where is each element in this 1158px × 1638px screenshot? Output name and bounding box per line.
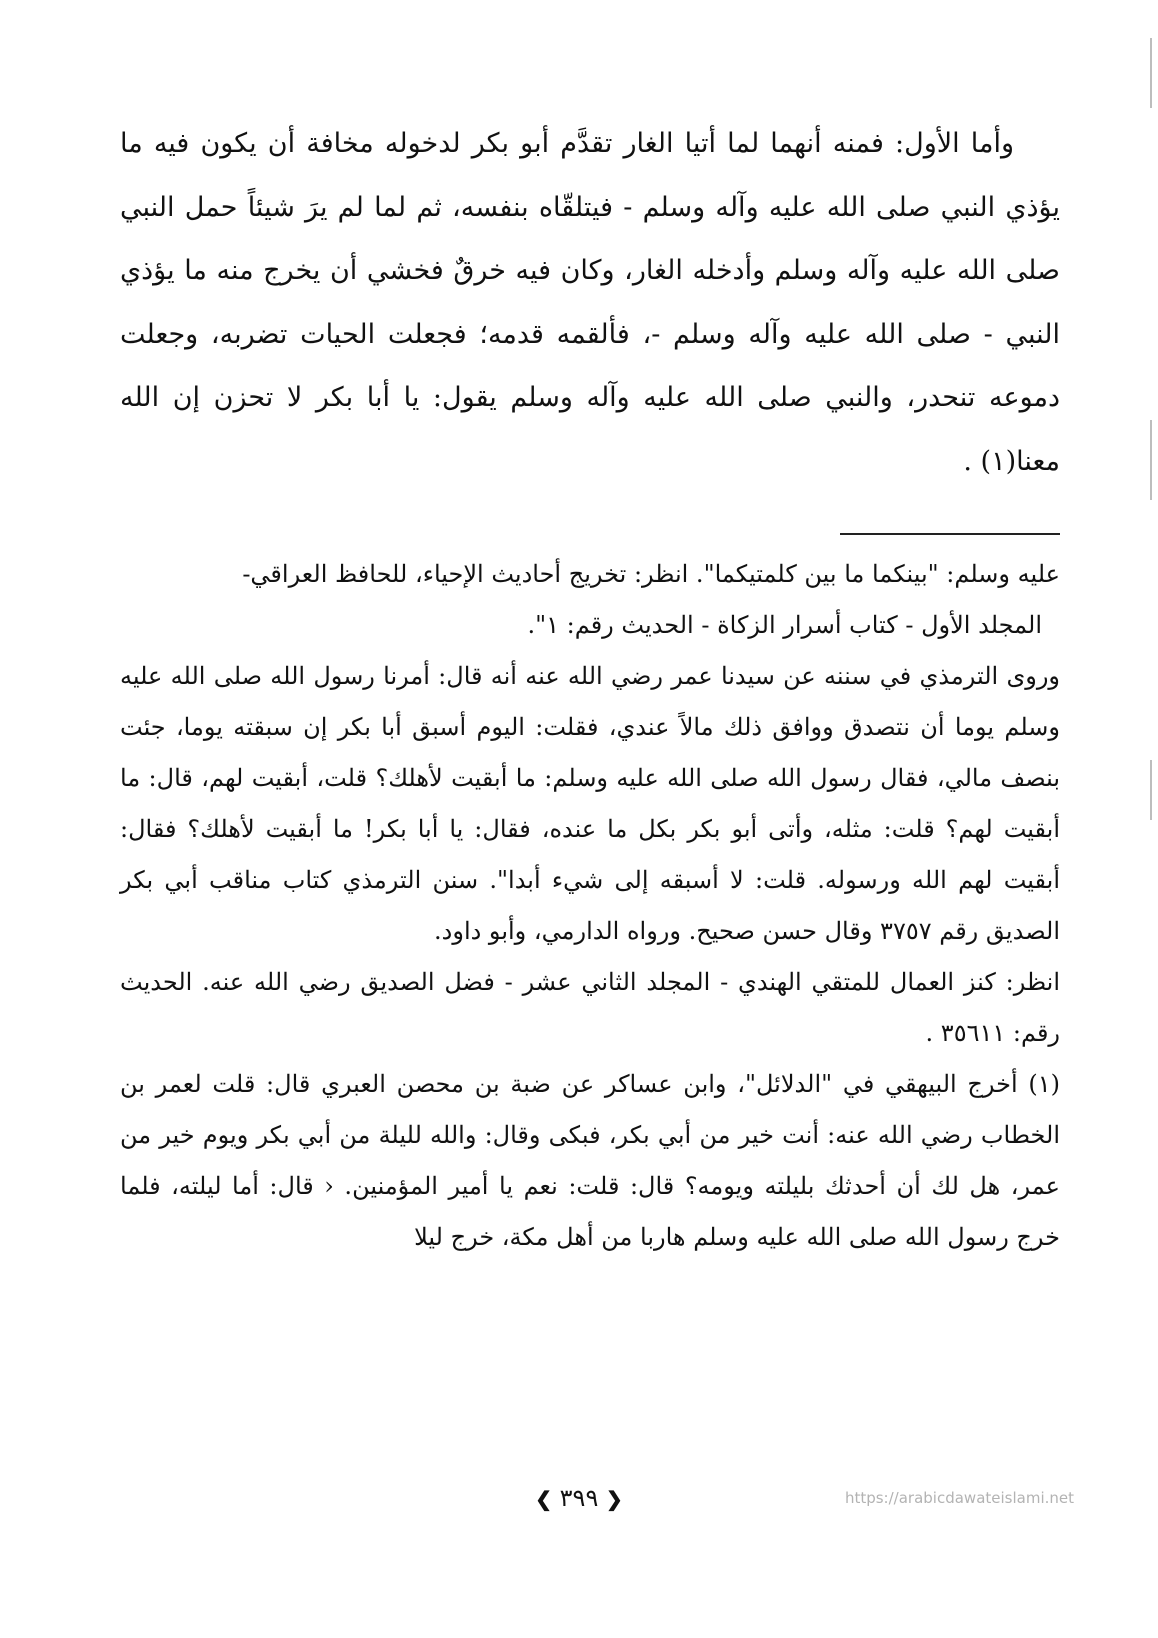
footnote-line-0: عليه وسلم: "بينكما ما بين كلمتيكما". انظر: تخريج أحاديث الإحياء، للحافظ العراقي- [242, 560, 1060, 588]
page-number-close-brace: ❯ [535, 1487, 553, 1511]
footnote-tirmidhi: وروى الترمذي في سننه عن سيدنا عمر رضي الله عنه أنه قال: أمرنا رسول الله صلى الله عليه وسلم يوما أن نتصدق ووافق ذلك مالاً عندي، فقلت: اليوم أسبق أبا بكر إن سبقته يوما، جئت بنصف مالي، فقال رسول الله صلى الله عليه وسلم: ما أبقيت لأهلك؟ قلت، أبقيت لهم، قال: ما أبقيت لهم؟ قلت: مثله، وأتى أبو بكر بكل ما عنده، فقال: يا أبا بكر! ما أبقيت لأهلك؟ فقال: أبقيت لهم الله ورسوله. قلت: لا أسبقه إلى شيء أبدا". سنن الترمذي كتاب مناقب أبي بكر الصديق رقم ٣٧٥٧ وقال حسن صحيح. ورواه الدارمي، وأبو داود. [120, 662, 1061, 945]
page-edge-mark-middle [1150, 420, 1152, 500]
footnote-line-1: المجلد الأول - كتاب أسرار الزكاة - الحديث رقم: ١". [527, 611, 1042, 639]
footnote-separator [840, 533, 1060, 535]
main-paragraph: وأما الأول: فمنه أنهما لما أتيا الغار تقدَّم أبو بكر لدخوله مخافة أن يكون فيه ما يؤذي النبي صلى الله عليه وآله وسلم - فيتلقّاه بنفسه، ثم لما لم يرَ شيئاً حمل النبي صلى الله عليه وآله وسلم وأدخله الغار، وكان فيه خرقٌ فخشي أن يخرج منه ما يؤذي النبي - صلى الله عليه وآله وسلم -، فألقمه قدمه؛ فجعلت الحيات تضربه، وجعلت دموعه تنحدر، والنبي صلى الله عليه وآله وسلم يقول: يا أبا بكر لا تحزن إن الله معنا(١) . [120, 128, 1060, 477]
page-edge-mark-lower [1150, 760, 1152, 820]
page-number-open-brace: ❮ [605, 1487, 623, 1511]
main-text [120, 112, 1060, 493]
footnote-1: (١) أخرج البيهقي في "الدلائل"، وابن عساكر عن ضبة بن محصن العبري قال: قلت لعمر بن الخطاب رضي الله عنه: أنت خير من أبي بكر، فبكى وقال: والله لليلة من أبي بكر ويوم خير من عمر، هل لك أن أحدثك بليلته ويومه؟ قال: قلت: نعم يا أمير المؤمنين. ‹ قال: أما ليلته، فلما خرج رسول الله صلى الله عليه وسلم هاربا من أهل مكة، خرج ليلا [120, 1070, 1060, 1251]
book-page [120, 112, 1060, 1263]
footnotes [120, 549, 1060, 1263]
watermark-url: https://arabicdawateislami.net [844, 1489, 1074, 1507]
page-edge-mark-top [1150, 38, 1152, 108]
footnote-kanz: انظر: كنز العمال للمتقي الهندي - المجلد الثاني عشر - فضل الصديق رضي الله عنه. الحديث رقم: ٣٥٦١١ . [120, 968, 1060, 1047]
page-number-value: ٣٩٩ [559, 1484, 599, 1512]
